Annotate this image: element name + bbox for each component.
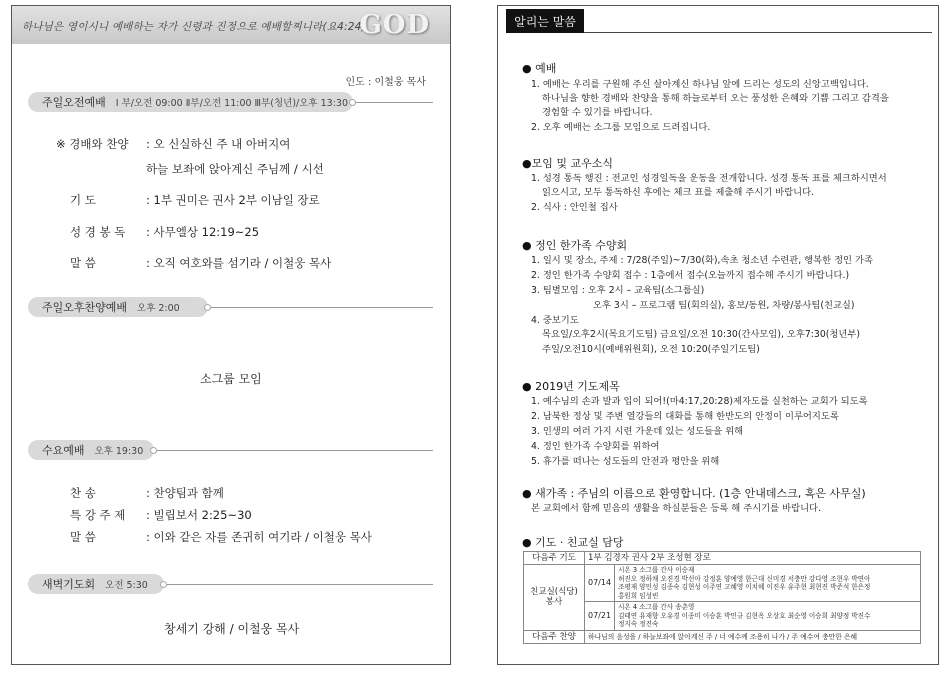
retreat-line: 오후 3시 – 프로그램 팀(회의실), 홍보/동원, 차량/봉사팀(친교실)	[593, 300, 855, 311]
header-banner	[12, 6, 450, 44]
praise-value-2: 하늘 보좌에 앉아계신 주님께 / 시선	[146, 162, 324, 176]
worship-order-panel	[11, 5, 451, 665]
tab-underline	[584, 32, 932, 33]
table-cell	[615, 602, 921, 631]
sermon-row	[70, 255, 331, 271]
announcements-panel	[497, 5, 939, 665]
table-cell: 1부 김경자 권사 2부 조성현 장로	[585, 552, 921, 565]
worship-line: 경험할 수 있기를 바랍니다.	[542, 107, 653, 118]
meetings-line: 1. 성경 통독 행진 : 전교인 성경일독을 운동을 전개합니다. 성경 통독 표를 체크하시면서	[531, 173, 887, 184]
worship-line: 2. 오후 예배는 소그룹 모임으로 드려집니다.	[531, 122, 711, 133]
reading-row	[70, 224, 259, 240]
prayer-line: 3. 인생의 여러 가지 시련 가운데 있는 성도들을 위해	[531, 426, 744, 437]
banner-verse: 하나님은 영이시니 예배하는 자가 신령과 진정으로 예배할찌니라(요4:24)	[22, 21, 366, 33]
cell-line: 시온 3 소그룹 간사 이승재	[618, 566, 695, 574]
divider	[164, 584, 433, 585]
table-cell: 다음주 기도	[524, 552, 585, 565]
god-logo: GOD	[359, 10, 430, 40]
reading-label: 성 경 봉 독	[70, 225, 126, 239]
wed-sermon-value: : 이와 같은 자를 존귀히 여기라 / 이철웅 목사	[146, 530, 372, 544]
sermon-label: 말 씀	[70, 256, 96, 270]
meetings-line: 2. 식사 : 안인철 집사	[531, 202, 618, 213]
table-cell: 하나님의 음성을 / 하늘보좌에 앉아계신 주 / 너 예수께 조용히 나가 / 주 예수여 충만한 은혜	[585, 630, 921, 643]
section-time: 오전 5:30	[105, 580, 148, 591]
worship-line: 1. 예배는 우리를 구원해 주신 살아계신 하나님 앞에 드리는 성도의 신앙고백입니다.	[531, 79, 869, 90]
prayer-line: 5. 휴가를 떠나는 성도들의 안전과 평안을 위해	[531, 456, 720, 467]
section-time: 오후 2:00	[137, 303, 180, 314]
cell-line: 시온 4 소그룹 간사 송춘영	[618, 603, 695, 611]
section-dawn-prayer	[28, 574, 164, 594]
section-title: 주일오후찬양예배	[42, 301, 128, 314]
worship-leader: 인도 : 이철웅 목사	[345, 77, 426, 88]
duty-heading: ● 기도 · 친교실 담당	[522, 536, 624, 549]
topic-value: : 빌립보서 2:25~30	[146, 508, 252, 522]
meetings-heading: ●모임 및 교우소식	[522, 157, 613, 170]
table-cell: 07/21	[585, 602, 615, 631]
section-time: 오후 19:30	[94, 446, 144, 457]
section-time: I 부/오전 09:00 Ⅱ부/오전 11:00 Ⅲ부(청년)/오후 13:30	[115, 98, 349, 109]
divider	[208, 307, 433, 308]
table-cell: 친교실(식당) 봉사	[524, 565, 585, 631]
meetings-line: 읽으시고, 모두 통독하신 후에는 체크 표를 제출해 주시기 바랍니다.	[542, 187, 815, 198]
table-row	[524, 630, 921, 643]
retreat-line: 주일/오전10시(예배위원회), 오전 10:20(주일기도팀)	[542, 344, 760, 355]
duty-table	[523, 551, 921, 644]
prayer-heading: ● 2019년 기도제목	[522, 380, 620, 393]
table-row	[524, 565, 921, 602]
prayer-label: 기 도	[70, 193, 96, 207]
prayer-line: 2. 남북한 정상 및 주변 열강들의 대화를 통해 한반도의 안정이 이루어지도록	[531, 411, 839, 422]
praise-label: ※ 경배와 찬양	[56, 137, 129, 151]
retreat-line: 3. 팀별모임 : 오후 2시 – 교육팀(소그룹실)	[531, 285, 705, 296]
cell-line: 허진오 정하채 오진경 박선아 강정훈 양예영 한근대 신미경 서충만 강다영 조현우 박연아	[618, 574, 871, 583]
divider-dot	[160, 581, 167, 588]
table-cell: 07/14	[585, 565, 615, 602]
retreat-line: 1. 일시 및 장소, 주제 : 7/28(주일)~7/30(화),속초 청소년 수련관, 행복한 정인 가족	[531, 255, 873, 266]
hymn-row	[70, 485, 224, 501]
cell-line: 정지숙 정진숙	[618, 620, 659, 628]
topic-row	[70, 507, 252, 523]
cell-line: 조평재 양인성 김종숙 김현성 이주연 고혜영 이치혜 이진우 유주현 최현진 박준석 한은정	[618, 583, 871, 591]
retreat-line: 2. 정인 한가족 수양회 접수 : 1층에서 접수(오늘까지 접수해 주시기 바랍니다.)	[531, 270, 850, 281]
divider	[353, 102, 433, 103]
wed-sermon-row	[70, 529, 372, 545]
worship-line: 하나님을 향한 경배와 찬양을 통해 하늘로부터 오는 풍성한 은혜와 기쁨 그리고 감격을	[542, 93, 889, 104]
retreat-line: 4. 중보기도	[531, 315, 579, 326]
table-cell	[615, 565, 921, 602]
dawn-content: 창세기 강해 / 이철웅 목사	[164, 622, 300, 636]
cell-line: 홍원희 임성빈	[618, 591, 659, 600]
afternoon-content: 소그룹 모임	[200, 372, 262, 386]
divider-dot	[150, 447, 157, 454]
section-title: 새벽기도회	[42, 578, 96, 591]
cell-line: 김태연 유재향 오유경 이종미 이승훈 박민규 김현옥 오상호 최순영 이승희 최양정 박진수	[618, 611, 871, 620]
table-cell: 다음주 찬양	[524, 630, 585, 643]
sermon-value: : 오직 여호와를 섬기라 / 이철웅 목사	[146, 256, 332, 270]
section-sunday-morning	[28, 92, 353, 112]
hymn-label: 찬 송	[70, 486, 96, 500]
praise-row	[56, 136, 290, 152]
divider	[154, 450, 433, 451]
praise-value: : 오 신실하신 주 내 아버지여	[146, 137, 291, 151]
newcomer-heading: ● 새가족 : 주님의 이름으로 환영합니다. (1층 안내데스크, 혹은 사무실)	[522, 487, 866, 500]
section-wednesday	[28, 440, 154, 460]
prayer-line: 1. 예수님의 손과 발과 입이 되어!(마4:17,20:28)제자도를 실천하는 교회가 되도록	[531, 396, 868, 407]
reading-value: : 사무엘상 12:19~25	[146, 225, 260, 239]
hymn-value: : 찬양팀과 함께	[146, 486, 224, 500]
newcomer-line: 본 교회에서 함께 믿음의 생활을 하실분들은 등록 해 주시기를 바랍니다.	[531, 503, 821, 514]
retreat-heading: ● 정인 한가족 수양회	[522, 239, 628, 252]
prayer-row	[70, 192, 320, 208]
section-sunday-afternoon	[28, 297, 208, 317]
divider-dot	[204, 304, 211, 311]
section-title: 주일오전예배	[42, 96, 106, 109]
topic-label: 특 강 주 제	[70, 508, 126, 522]
announcements-tab: 알리는 말씀	[506, 9, 584, 33]
section-title: 수요예배	[42, 444, 85, 457]
retreat-line: 목요일/오후2시(목요기도팀) 금요일/오전 10:30(간사모임), 오후7:30(청년부)	[542, 329, 860, 340]
worship-heading: ● 예배	[522, 62, 557, 75]
divider-dot	[349, 99, 356, 106]
table-row	[524, 552, 921, 565]
prayer-line: 4. 정인 한가족 수양회를 위하여	[531, 441, 660, 452]
prayer-value: : 1부 권미은 권사 2부 이남일 장로	[146, 193, 320, 207]
wed-sermon-label: 말 씀	[70, 530, 96, 544]
